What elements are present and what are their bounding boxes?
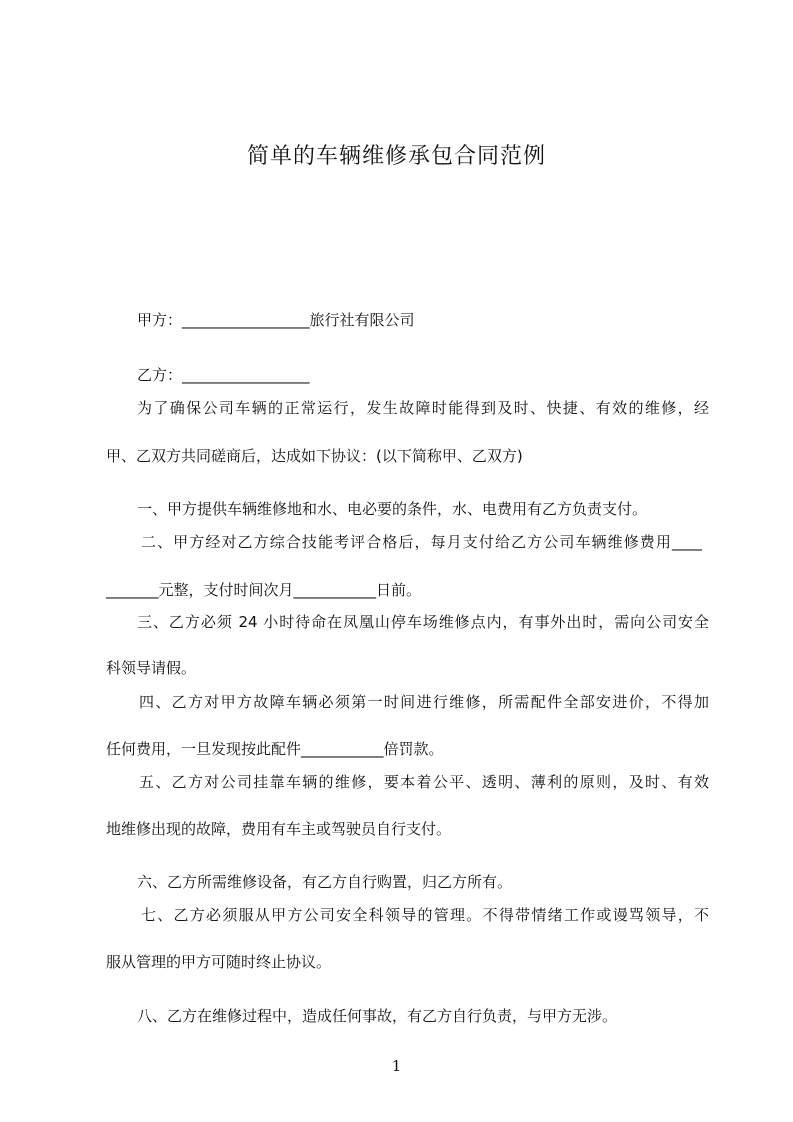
clause-7-line-1: 七、乙方必须服从甲方公司安全科领导的管理。不得带情绪工作或谩骂领导，不: [141, 906, 709, 924]
page-number: 1: [391, 1057, 402, 1075]
clause-4-line-1: 四、乙方对甲方故障车辆必须第一时间进行维修，所需配件全部安进价，不得加: [139, 693, 709, 711]
clause-5-line-1: 五、乙方对公司挂靠车辆的维修，要本着公平、透明、薄利的原则，及时、有效: [139, 773, 709, 791]
clause-2-line-2: _______元整，支付时间次月___________日前。: [106, 581, 422, 599]
party-b-line: [0, 345, 793, 405]
clause-3-line-1: 三、乙方必须 24 小时待命在凤凰山停车场维修点内，有事外出时，需向公司安全: [137, 613, 709, 631]
clause-2-line-1: 二、甲方经对乙方综合技能考评合格后，每月支付给乙方公司车辆维修费用____: [141, 533, 702, 551]
party-a-line: [0, 290, 793, 350]
clause-5-line-2: 地维修出现的故障，费用有车主或驾驶员自行支付。: [106, 820, 452, 838]
party-b: 乙方：_________________: [137, 366, 310, 384]
intro-line-1: 为了确保公司车辆的正常运行，发生故障时能得到及时、快捷、有效的维修，经: [137, 399, 709, 417]
clause-3-line-2: 科领导请假。: [106, 659, 197, 677]
clause-1: [0, 479, 793, 539]
clause-1-text: 一、甲方提供车辆维修地和水、电必要的条件，水、电费用有乙方负责支付。: [137, 500, 648, 518]
clause-8: [0, 986, 793, 1046]
clause-6: [0, 852, 793, 912]
intro-line-2: 甲、乙双方共同磋商后，达成如下协议：(以下简称甲、乙双方): [106, 447, 523, 465]
clause-6-text: 六、乙方所需维修设备，有乙方自行购置，归乙方所有。: [137, 873, 513, 891]
clause-8-text: 八、乙方在维修过程中，造成任何事故，有乙方自行负责，与甲方无涉。: [137, 1007, 618, 1025]
party-a: 甲方：_________________旅行社有限公司: [137, 311, 415, 329]
clause-7-line-2: 服从管理的甲方可随时终止协议。: [106, 953, 332, 971]
clause-4-line-2: 任何费用，一旦发现按此配件___________倍罚款。: [106, 740, 444, 758]
document-title: 简单的车辆维修承包合同范例: [246, 144, 546, 169]
